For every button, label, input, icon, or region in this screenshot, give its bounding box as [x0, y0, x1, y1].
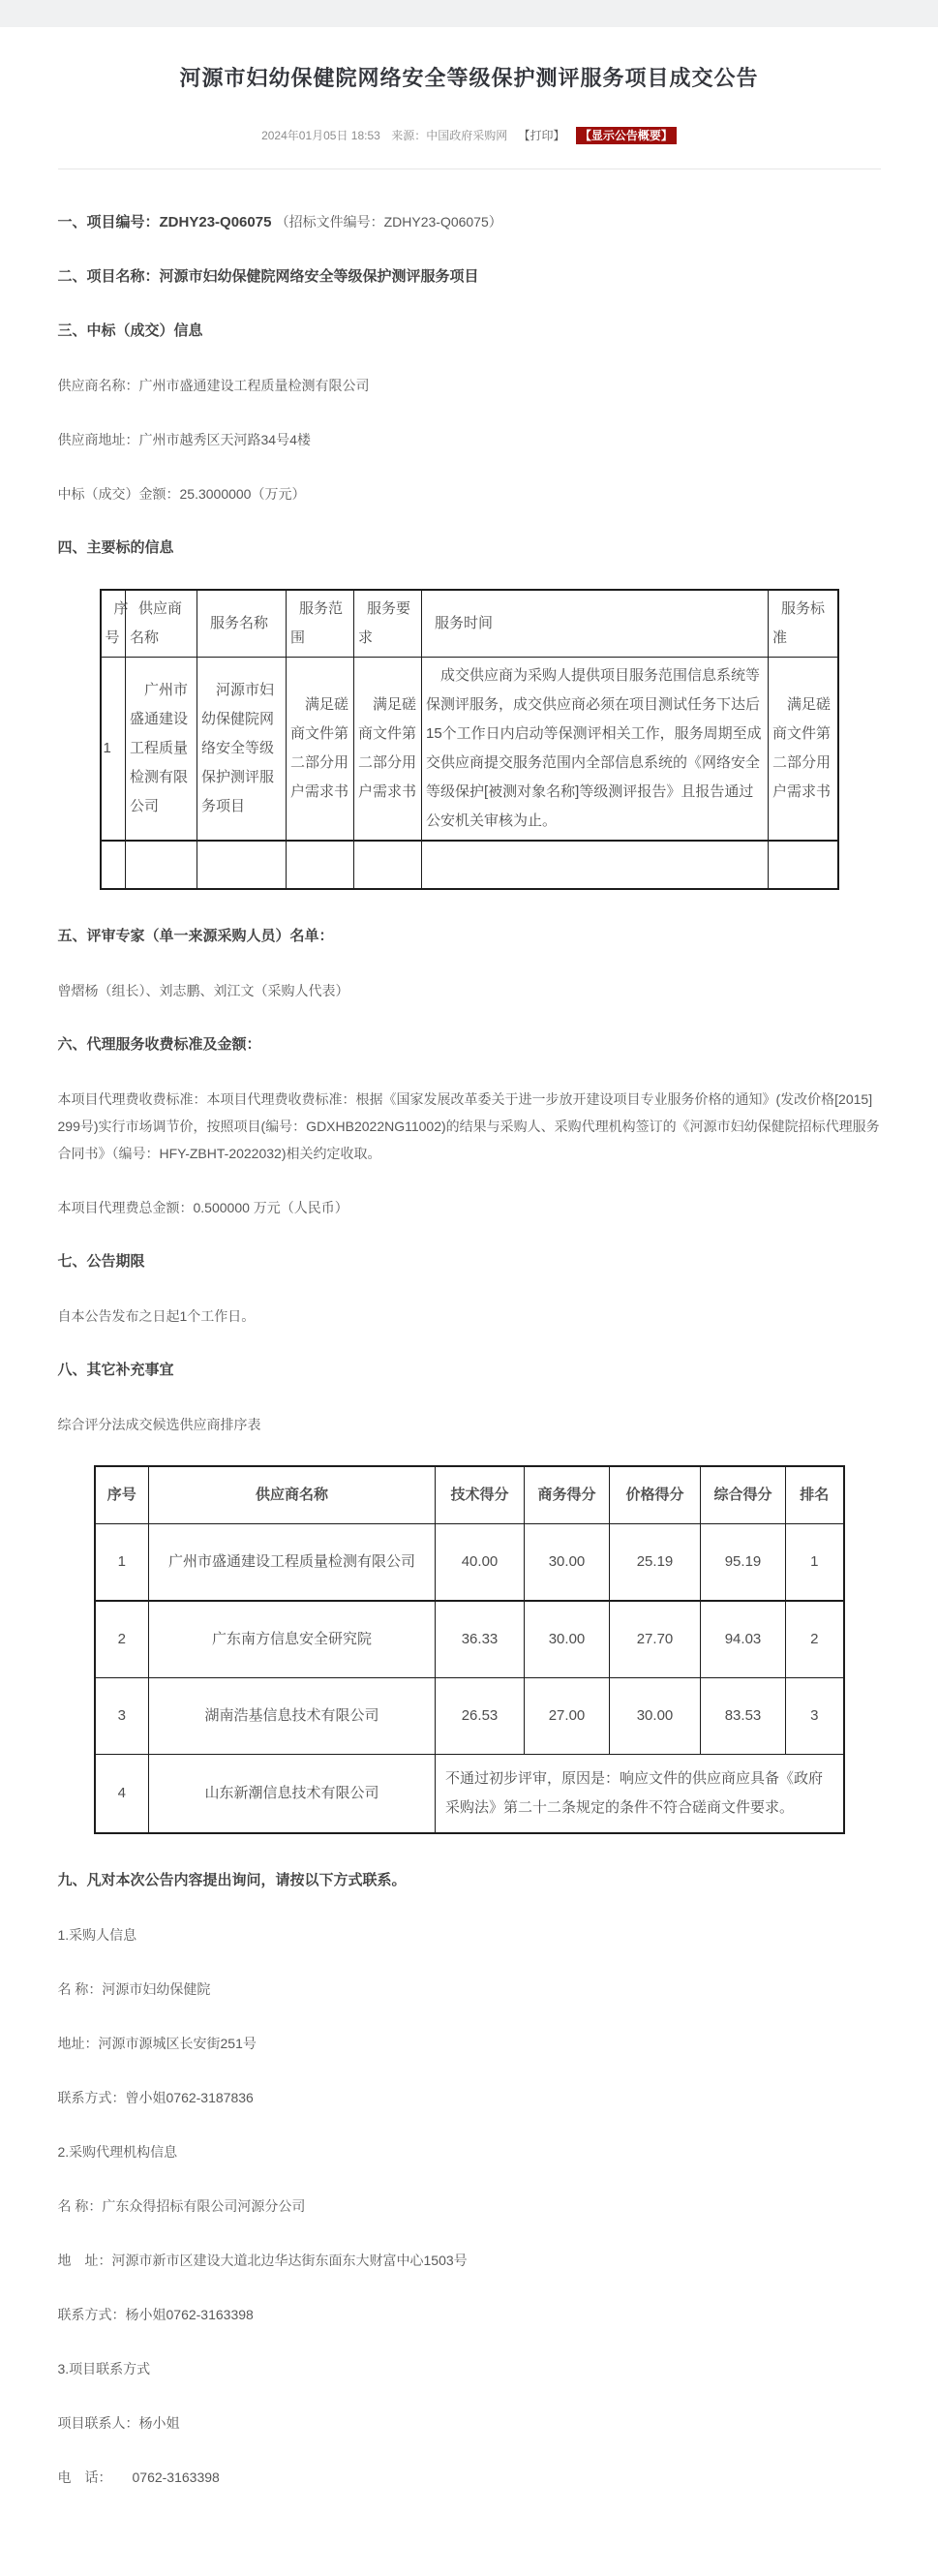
rejected-supplier-row	[95, 1755, 844, 1834]
table-cell: 河源市妇幼保健院网络安全等级保护测评服务项目	[197, 658, 287, 842]
contact-line: 2.采购代理机构信息	[57, 2144, 178, 2160]
page-title: 河源市妇幼保健院网络安全等级保护测评服务项目成交公告	[179, 66, 759, 90]
table-cell: 3	[786, 1678, 844, 1755]
meta-line	[58, 126, 881, 145]
contact-line: 3.项目联系方式	[57, 2361, 151, 2377]
contact-line: 1.采购人信息	[57, 1927, 137, 1943]
table-cell: 36.33	[436, 1601, 525, 1678]
table-header: 排名	[786, 1466, 844, 1524]
contact-line: 联系方式：杨小姐0762-3163398	[57, 2307, 254, 2322]
table-cell: 27.00	[525, 1678, 610, 1755]
source-text: 来源：中国政府采购网	[391, 129, 508, 142]
rejection-reason-cell: 不通过初步评审，原因是：响应文件的供应商应具备《政府采购法》第二十二条规定的条件不符合磋商文件要求。	[436, 1755, 844, 1834]
subject-table-header-row	[101, 590, 838, 658]
contact-line: 项目联系人：杨小姐	[57, 2415, 180, 2431]
table-header: 商务得分	[525, 1466, 610, 1524]
section-heading-agency-fee: 六、代理服务收费标准及金额：	[57, 1036, 261, 1053]
table-cell: 30.00	[525, 1601, 610, 1678]
table-cell: 27.70	[610, 1601, 701, 1678]
empty-cell	[101, 841, 126, 889]
table-cell: 30.00	[610, 1678, 701, 1755]
table-cell: 95.19	[701, 1524, 786, 1602]
empty-cell	[126, 841, 197, 889]
contact-line: 名 称：河源市妇幼保健院	[57, 1981, 211, 1997]
table-row	[95, 1678, 844, 1755]
announcement-period-line: 自本公告发布之日起1个工作日。	[57, 1308, 256, 1324]
table-header: 服务时间	[422, 590, 769, 658]
empty-cell	[769, 841, 838, 889]
award-amount-line: 中标（成交）金额：25.3000000（万元）	[57, 486, 306, 502]
bid-doc-no-note: （招标文件编号：ZDHY23-Q06075）	[275, 214, 502, 230]
contact-line: 地址：河源市源城区长安街251号	[57, 2036, 257, 2051]
section-heading-contact: 九、凡对本次公告内容提出询问，请按以下方式联系。	[57, 1872, 407, 1888]
table-row	[95, 1601, 844, 1678]
table-header: 供应商名称	[149, 1466, 436, 1524]
empty-cell	[422, 841, 769, 889]
contact-line: 地 址：河源市新市区建设大道北边华达街东面东大财富中心1503号	[57, 2253, 468, 2268]
subject-table-empty-row	[101, 841, 838, 889]
table-cell: 3	[95, 1678, 149, 1755]
supplier-name-line: 供应商名称：广州市盛通建设工程质量检测有限公司	[57, 378, 370, 393]
table-header: 供应商名称	[126, 590, 197, 658]
table-cell: 2	[95, 1601, 149, 1678]
section-heading-project-no	[58, 208, 881, 236]
print-button[interactable]: 【打印】	[518, 129, 565, 142]
project-no-label: 一、项目编号：	[57, 214, 160, 230]
table-cell: 4	[95, 1755, 149, 1834]
section-heading-subject-info: 四、主要标的信息	[57, 539, 174, 556]
table-cell: 1	[101, 658, 126, 842]
empty-cell	[197, 841, 287, 889]
table-cell: 广州市盛通建设工程质量检测有限公司	[149, 1524, 436, 1602]
table-cell: 成交供应商为采购人提供项目服务范围信息系统等保测评服务，成交供应商必须在项目测试任务下达后15个工作日内启动等保测评相关工作，服务周期至成交供应商提交服务范围内全部信息系统的《网络安全等级保护[被测对象名称]等级测评报告》且报告通过公安机关审核为止。	[422, 658, 769, 842]
table-cell: 83.53	[701, 1678, 786, 1755]
table-cell: 30.00	[525, 1524, 610, 1602]
table-cell: 25.19	[610, 1524, 701, 1602]
section-heading-announcement-period: 七、公告期限	[57, 1253, 145, 1270]
table-cell: 湖南浩基信息技术有限公司	[149, 1678, 436, 1755]
publish-datetime: 2024年01月05日 18:53	[261, 129, 380, 142]
table-cell: 26.53	[436, 1678, 525, 1755]
supplier-address-line: 供应商地址：广州市越秀区天河路34号4楼	[57, 432, 311, 447]
table-header: 技术得分	[436, 1466, 525, 1524]
project-no-value: ZDHY23-Q06075	[159, 214, 272, 230]
empty-cell	[287, 841, 354, 889]
contact-line: 电 话： 0762-3163398	[57, 2469, 220, 2485]
section-heading-supplementary: 八、其它补充事宜	[57, 1362, 174, 1378]
contact-line: 联系方式：曾小姐0762-3187836	[57, 2090, 254, 2105]
table-header: 服务要求	[354, 590, 422, 658]
table-cell: 2	[786, 1601, 844, 1678]
show-summary-button[interactable]: 【显示公告概要】	[576, 127, 677, 144]
table-header: 序号	[101, 590, 126, 658]
table-cell: 40.00	[436, 1524, 525, 1602]
table-cell: 1	[95, 1524, 149, 1602]
subject-table-data-row	[101, 658, 838, 842]
top-gray-strip	[0, 0, 938, 27]
table-header: 服务范围	[287, 590, 354, 658]
table-header: 服务标准	[769, 590, 838, 658]
ranking-table	[94, 1465, 845, 1834]
experts-list-line: 曾熠杨（组长）、刘志鹏、刘江文（采购人代表）	[57, 983, 349, 998]
table-header: 服务名称	[197, 590, 287, 658]
table-header: 价格得分	[610, 1466, 701, 1524]
section-heading-award-info: 三、中标（成交）信息	[57, 322, 203, 339]
ranking-table-caption: 综合评分法成交候选供应商排序表	[57, 1417, 261, 1432]
table-cell: 广东南方信息安全研究院	[149, 1601, 436, 1678]
empty-cell	[354, 841, 422, 889]
table-row	[95, 1524, 844, 1602]
section-heading-experts: 五、评审专家（单一来源采购人员）名单：	[57, 928, 334, 944]
table-cell: 94.03	[701, 1601, 786, 1678]
table-header: 综合得分	[701, 1466, 786, 1524]
table-header: 序号	[95, 1466, 149, 1524]
agency-fee-standard-paragraph: 本项目代理费收费标准：本项目代理费收费标准：根据《国家发展改革委关于进一步放开建设项目专业服务价格的通知》(发改价格[2015] 299号)实行市场调节价，按照项目(编号：GDXHB2022NG11002)的结果与采购人、采购代理机构签订的《河源市妇幼保健院招标代理服务合同书》（编号：HFY-ZBHT-2022032)相关约定收取。	[57, 1091, 880, 1161]
announcement-article	[58, 27, 881, 2576]
table-cell: 1	[786, 1524, 844, 1602]
table-cell: 山东新潮信息技术有限公司	[149, 1755, 436, 1834]
subject-table	[100, 589, 839, 890]
section-heading-project-name: 二、项目名称：河源市妇幼保健院网络安全等级保护测评服务项目	[57, 268, 479, 285]
table-cell: 满足磋商文件第二部分用户需求书	[287, 658, 354, 842]
table-cell: 广州市盛通建设工程质量检测有限公司	[126, 658, 197, 842]
agency-fee-total-line: 本项目代理费总金额：0.500000 万元（人民币）	[57, 1200, 348, 1215]
contact-line: 名 称：广东众得招标有限公司河源分公司	[57, 2198, 306, 2214]
ranking-table-header-row	[95, 1466, 844, 1524]
table-cell: 满足磋商文件第二部分用户需求书	[769, 658, 838, 842]
table-cell: 满足磋商文件第二部分用户需求书	[354, 658, 422, 842]
